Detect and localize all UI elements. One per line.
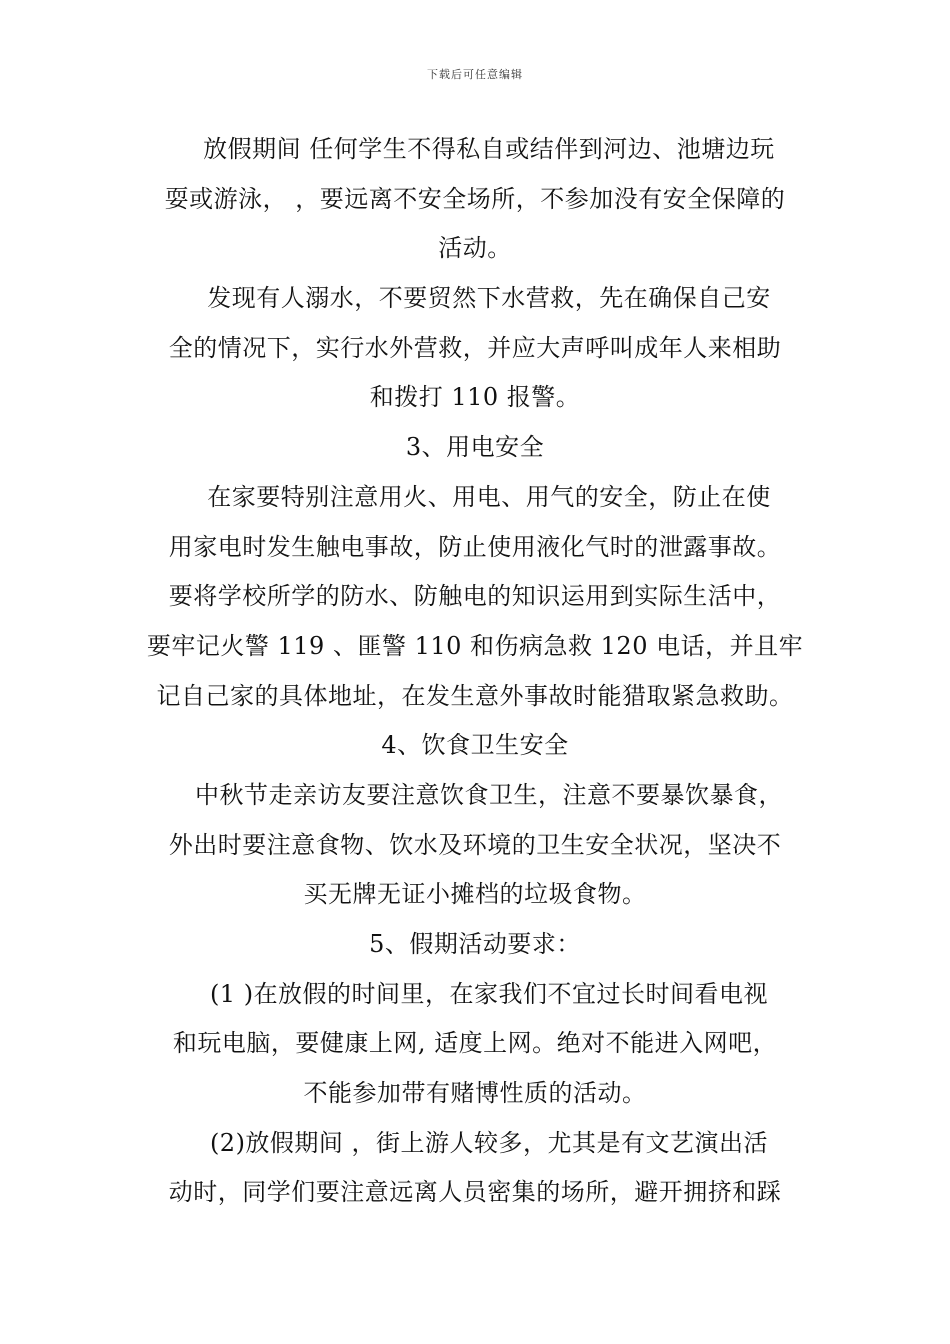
body-line-1: 放假期间 任何学生不得私自或结伴到河边、池塘边玩 [203,135,775,163]
body-line-4: 发现有人溺水，不要贸然下水营救，先在确保自己安 [207,284,771,312]
body-line-11: 要牢记火警 119 、匪警 110 和伤病急救 120 电话，并且牢 [146,632,804,660]
body-line-21: (2)放假期间 ，街上游人较多，尤其是有文艺演出活 [209,1129,769,1157]
page-header: 下载后可任意编辑 [427,68,523,81]
body-line-16: 买无牌无证小摊档的垃圾食物。 [303,880,647,908]
body-line-19: 和玩电脑，要健康上网, 适度上网。绝对不能进入网吧， [172,1029,778,1057]
body-line-10: 要将学校所学的防水、防触电的知识运用到实际生活中， [168,582,782,610]
body-line-9: 用家电时发生触电事故，防止使用液化气时的泄露事故。 [168,533,782,561]
body-line-2: 耍或游泳， ，要远离不安全场所，不参加没有安全保障的 [164,185,786,213]
body-line-12: 记自己家的具体地址，在发生意外事故时能猎取紧急救助。 [156,682,794,710]
body-line-14: 中秋节走亲访友要注意饮食卫生，注意不要暴饮暴食， [195,781,783,809]
section-heading-electricity: 3、用电安全 [405,433,545,461]
body-line-15: 外出时要注意食物、饮水及环境的卫生安全状况，坚决不 [168,831,782,859]
body-line-18: (1 )在放假的时间里，在家我们不宜过长时间看电视 [209,980,769,1008]
body-line-5: 全的情况下，实行水外营救，并应大声呼叫成年人来相助 [168,334,782,362]
body-line-8: 在家要特别注意用火、用电、用气的安全，防止在使 [207,483,771,511]
section-heading-activities: 5、假期活动要求： [369,930,581,958]
body-line-6: 和拨打 110 报警。 [369,383,581,411]
body-line-3: 活动。 [438,234,512,262]
body-line-20: 不能参加带有赌博性质的活动。 [303,1079,647,1107]
body-line-22: 动时，同学们要注意远离人员密集的场所，避开拥挤和踩 [168,1178,782,1206]
section-heading-food: 4、饮食卫生安全 [381,731,569,759]
